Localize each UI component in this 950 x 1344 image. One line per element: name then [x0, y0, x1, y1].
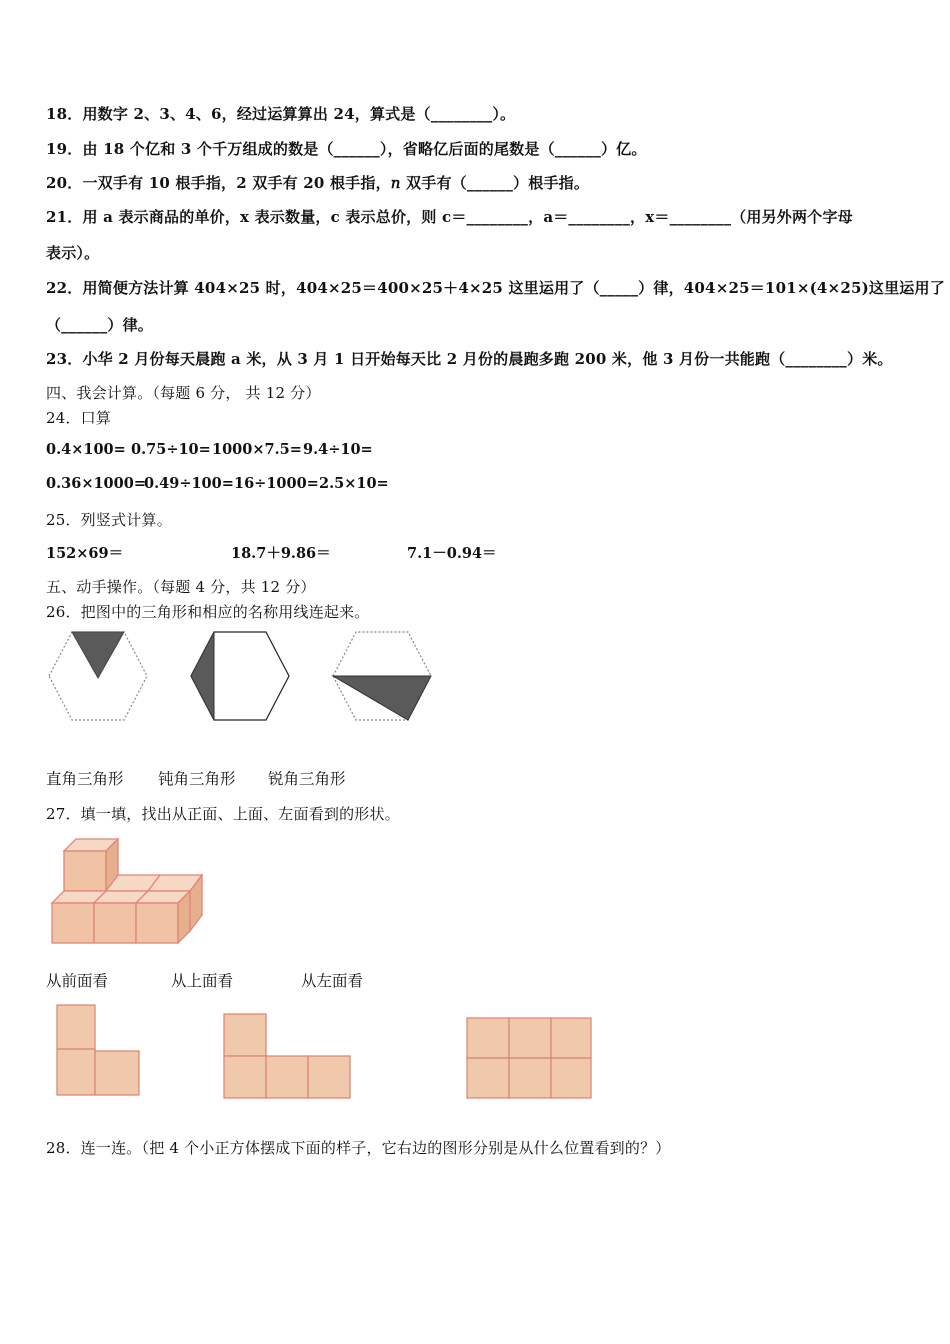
view-label-left: 从左面看 [301, 972, 364, 990]
question-28: 28．连一连。（把 4 个小正方体摆成下面的样子，它右边的图形分别是从什么位置看到的？） [46, 1139, 671, 1157]
section-4-heading: 四、我会计算。（每题 6 分， 共 12 分） [46, 384, 321, 402]
oral-item: 1000×7.5= [212, 441, 302, 458]
oral-item: 2.5×10= [319, 475, 389, 492]
vertical-calc-item: 7.1－0.94＝ [407, 545, 497, 562]
question-18: 18．用数字 2、3、4、6，经过运算算出 24，算式是（________）。 [46, 105, 516, 123]
question-22-continued: （______）律。 [46, 316, 154, 334]
hexagon-figure-3 [330, 630, 440, 725]
vertical-calc-item: 18.7＋9.86＝ [231, 545, 331, 562]
triangle-name-right: 直角三角形 [46, 770, 124, 788]
question-26: 26．把图中的三角形和相应的名称用线连起来。 [46, 603, 370, 621]
view-shape-1 [55, 1003, 145, 1098]
question-21-continued: 表示）。 [46, 244, 100, 262]
oral-item: 16÷1000= [234, 475, 319, 492]
question-23: 23．小华 2 月份每天晨跑 a 米，从 3 月 1 日开始每天比 2 月份的晨跑多跑 200 米，他 3 月份一共能跑（________）米。 [46, 350, 893, 368]
question-19: 19．由 18 个亿和 3 个千万组成的数是（______），省略亿后面的尾数是（______）亿。 [46, 140, 647, 158]
view-shape-3 [465, 1016, 600, 1106]
triangle-name-obtuse: 钝角三角形 [158, 770, 236, 788]
oral-item: 0.75÷10= [131, 441, 211, 458]
question-27: 27．填一填，找出从正面、上面、左面看到的形状。 [46, 805, 400, 823]
view-label-front: 从前面看 [46, 972, 109, 990]
question-20: 20．一双手有 10 根手指，2 双手有 20 根手指，𝑛 双手有（______）根手指。 [46, 174, 590, 192]
view-shape-2 [222, 1012, 357, 1107]
question-24-title: 24．口算 [46, 409, 112, 427]
question-25-title: 25．列竖式计算。 [46, 511, 172, 529]
oral-item: 0.49÷100= [144, 475, 234, 492]
question-22: 22．用简便方法计算 404×25 时，404×25＝400×25＋4×25 这里运用了（_____）律，404×25＝101×(4×25)这里运用了 [46, 279, 945, 297]
vertical-calc-item: 152×69＝ [46, 545, 124, 562]
hexagon-figure-2 [188, 630, 298, 725]
oral-item: 0.36×1000= [46, 475, 146, 492]
section-5-heading: 五、动手操作。（每题 4 分，共 12 分） [46, 578, 316, 596]
view-label-top: 从上面看 [171, 972, 234, 990]
oral-item: 0.4×100= [46, 441, 126, 458]
question-21: 21．用 a 表示商品的单价，x 表示数量，c 表示总价，则 c＝________，a＝________，x＝________（用另外两个字母 [46, 208, 853, 226]
cube-arrangement [50, 835, 210, 950]
oral-item: 9.4÷10= [303, 441, 373, 458]
hexagon-figure-1 [46, 630, 156, 725]
triangle-name-acute: 锐角三角形 [268, 770, 346, 788]
